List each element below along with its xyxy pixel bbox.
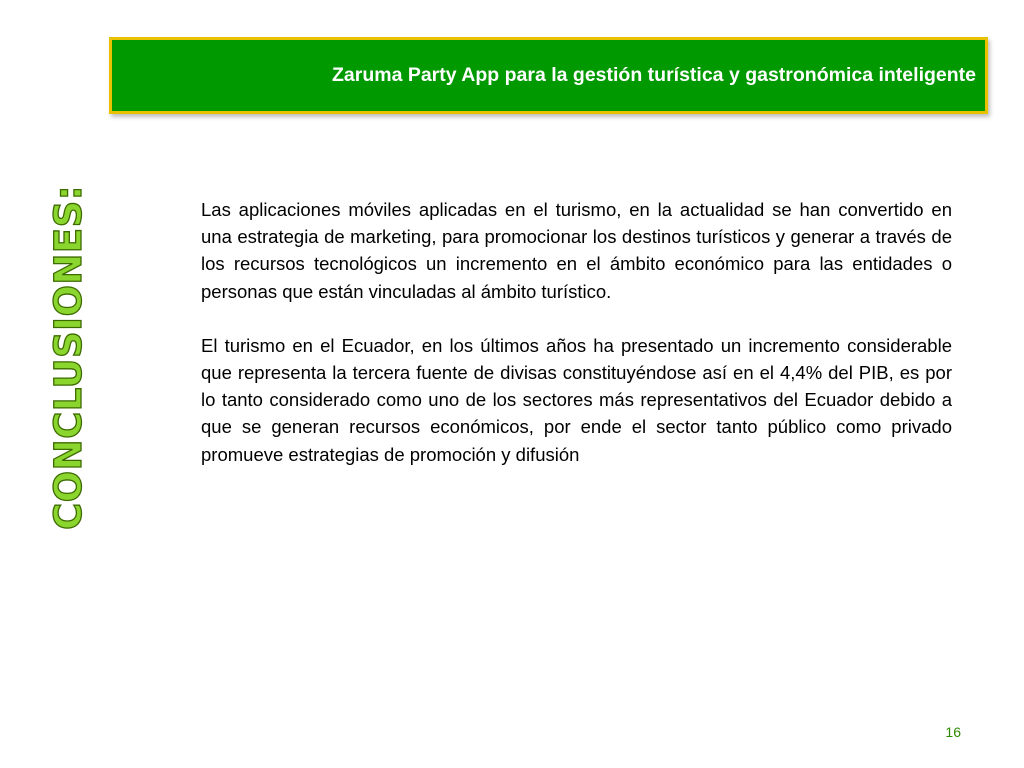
title-banner: [109, 37, 988, 114]
paragraph: El turismo en el Ecuador, en los últimos años ha presentado un incremento considerable que representa la tercera fuente de divisas constituyéndose así en el 4,4% del PIB, es por lo tanto considerado como uno de los sectores más representativos del Ecuador debido a que se generan recursos económicos, por ende el sector tanto público como privado promueve estrategias de promoción y difusión: [201, 334, 952, 465]
body-text: [201, 196, 952, 468]
paragraph: Las aplicaciones móviles aplicadas en el turismo, en la actualidad se han convertido en una estrategia de marketing, para promocionar los destinos turísticos y generar a través de los recursos tecnológicos un incremento en el ámbito económico para las entidades o personas que están vinculadas al ámbito turístico.: [201, 199, 952, 302]
slide-title: Zaruma Party App para la gestión turística y gastronómica inteligente: [331, 64, 976, 86]
page-number: 16: [945, 724, 961, 740]
conclusions-heading: CONCLUSIONES:: [47, 184, 90, 530]
